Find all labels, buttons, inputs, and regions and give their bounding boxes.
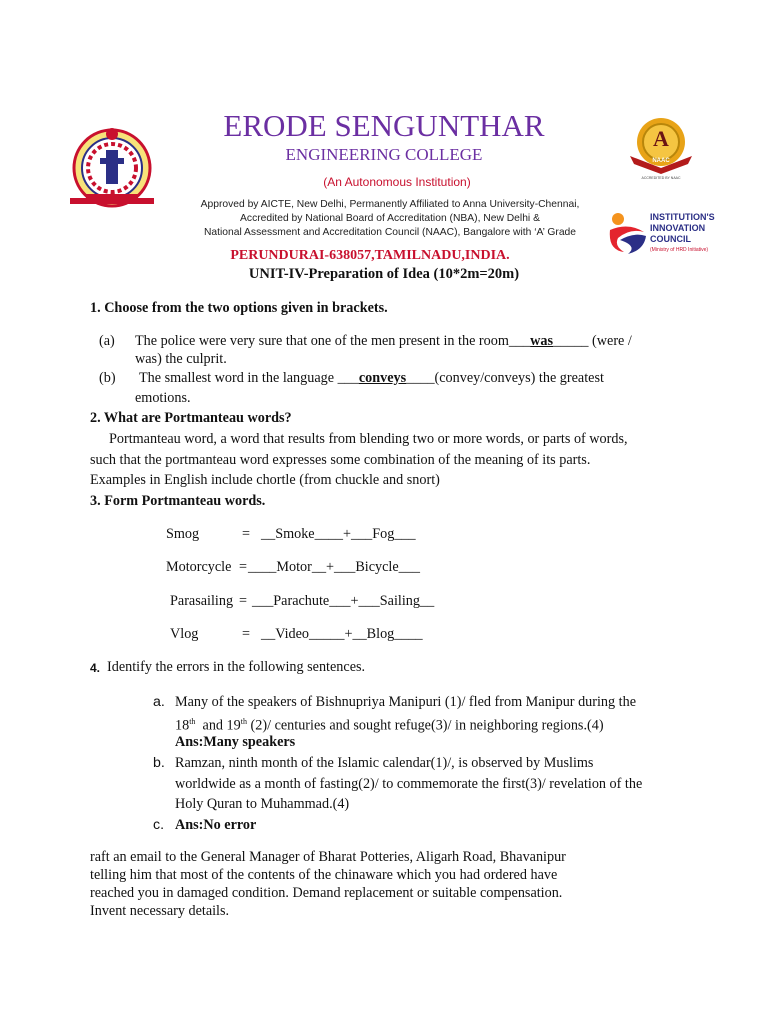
approval-line-3: National Assessment and Accreditation Council (NAAC), Bangalore with ‘A’ Grade — [203, 227, 576, 238]
q3-row-word: Vlog — [170, 626, 199, 642]
email-task-line-2: telling him that most of the contents of the chinaware which you had ordered have — [90, 867, 558, 883]
q3-row-answer: ___Parachute___+___Sailing__ — [252, 593, 435, 609]
q1b-label: (b) — [99, 370, 116, 386]
q1a-answer: was — [530, 333, 554, 349]
q3-row-answer: __Smoke____+___Fog___ — [261, 526, 416, 542]
naac-label: NAAC — [652, 158, 670, 164]
email-task-line-4: Invent necessary details. — [90, 903, 230, 919]
q3-row-answer: __Video_____+__Blog____ — [261, 626, 423, 642]
q4c-marker: c. — [153, 817, 165, 833]
q4a-sup-1: th — [189, 717, 196, 726]
naac-grade: A — [653, 126, 669, 151]
q4a-rest: (2)/ centuries and sought refuge(3)/ in neighboring regions.(4) — [250, 717, 604, 734]
q4a-mid: and 19 — [202, 717, 241, 734]
college-subtitle: ENGINEERING COLLEGE — [285, 145, 483, 164]
q3-heading: 3. Form Portmanteau words. — [90, 493, 266, 509]
q3-row-equals: = — [242, 526, 251, 542]
q2-line-3: Examples in English include chortle (from chuckle and snort) — [90, 472, 440, 488]
q1b-pre: The smallest word in the language ___ — [139, 370, 359, 386]
approval-line-1: Approved by AICTE, New Delhi, Permanently Affiliated to Anna University-Chennai, — [200, 199, 580, 210]
iic-line-2: INNOVATION — [650, 223, 706, 233]
iic-line-3: COUNCIL — [650, 234, 691, 244]
college-address: PERUNDURAI-638057,TAMILNADU,INDIA. — [230, 248, 510, 263]
naac-badge — [622, 112, 700, 184]
q1a-label: (a) — [99, 333, 115, 349]
q2-line-1: Portmanteau word, a word that results from blending two or more words, or parts of words, — [109, 431, 628, 447]
q4a-answer: Ans:Many speakers — [175, 734, 296, 750]
q1a-pre: The police were very sure that one of the men present in the room___ — [135, 333, 531, 349]
q4a-marker: a. — [153, 694, 165, 710]
q4-heading: Identify the errors in the following sentences. — [107, 659, 366, 675]
q2-line-2: such that the portmanteau word expresses some combination of the meaning of its parts. — [90, 452, 591, 468]
q1a-line-1 — [135, 331, 632, 351]
q3-row-word: Parasailing — [170, 593, 234, 609]
email-task-line-1: raft an email to the General Manager of Bharat Potteries, Aligarh Road, Bhavanipur — [90, 849, 566, 865]
q4a-sup-2: th — [240, 717, 247, 726]
q4c-answer: Ans:No error — [175, 817, 257, 833]
q1b-post: ____(convey/conveys) the greatest — [406, 370, 604, 386]
q2-heading: 2. What are Portmanteau words? — [90, 410, 292, 426]
iic-caption: (Ministry of HRD Initiative) — [650, 247, 709, 253]
q4-number: 4. — [90, 661, 101, 675]
q1b-answer: conveys — [358, 370, 407, 386]
college-name: ERODE SENGUNTHAR — [223, 108, 545, 143]
q4a-n1: 18 — [175, 717, 190, 734]
q1b-line-1 — [139, 368, 604, 388]
autonomous-label: (An Autonomous Institution) — [323, 175, 471, 189]
approval-line-2: Accredited by National Board of Accreditation (NBA), New Delhi & — [240, 213, 540, 224]
q3-row-equals: = — [242, 626, 251, 642]
q3-row-equals: = — [239, 593, 248, 609]
naac-caption: ACCREDITED BY NAAC — [641, 176, 681, 180]
q3-row-answer: ____Motor__+___Bicycle___ — [248, 559, 420, 575]
q4b-marker: b. — [153, 755, 165, 771]
q4b-line-2: worldwide as a month of fasting(2)/ to commemorate the first(3)/ revelation of the — [175, 776, 643, 792]
q4a-line-1: Many of the speakers of Bishnupriya Manipuri (1)/ fled from Manipur during the — [175, 694, 636, 710]
email-task-line-3: reached you in damaged condition. Demand replacement or suitable compensation. — [90, 885, 563, 901]
q1a-post: _____ (were / — [553, 333, 632, 349]
q1a-line-2: was) the culprit. — [135, 351, 227, 367]
q3-row-word: Smog — [166, 526, 200, 542]
iic-line-1: INSTITUTION'S — [650, 212, 715, 222]
unit-title: UNIT-IV-Preparation of Idea (10*2m=20m) — [248, 266, 520, 282]
q3-row-equals: = — [239, 559, 248, 575]
q4b-line-1: Ramzan, ninth month of the Islamic calendar(1)/, is observed by Muslims — [175, 755, 594, 771]
q1-heading: 1. Choose from the two options given in brackets. — [90, 300, 388, 316]
q3-row-word: Motorcycle — [166, 559, 232, 575]
q4b-line-3: Holy Quran to Muhammad.(4) — [175, 796, 350, 812]
q1b-line-2: emotions. — [135, 390, 191, 406]
